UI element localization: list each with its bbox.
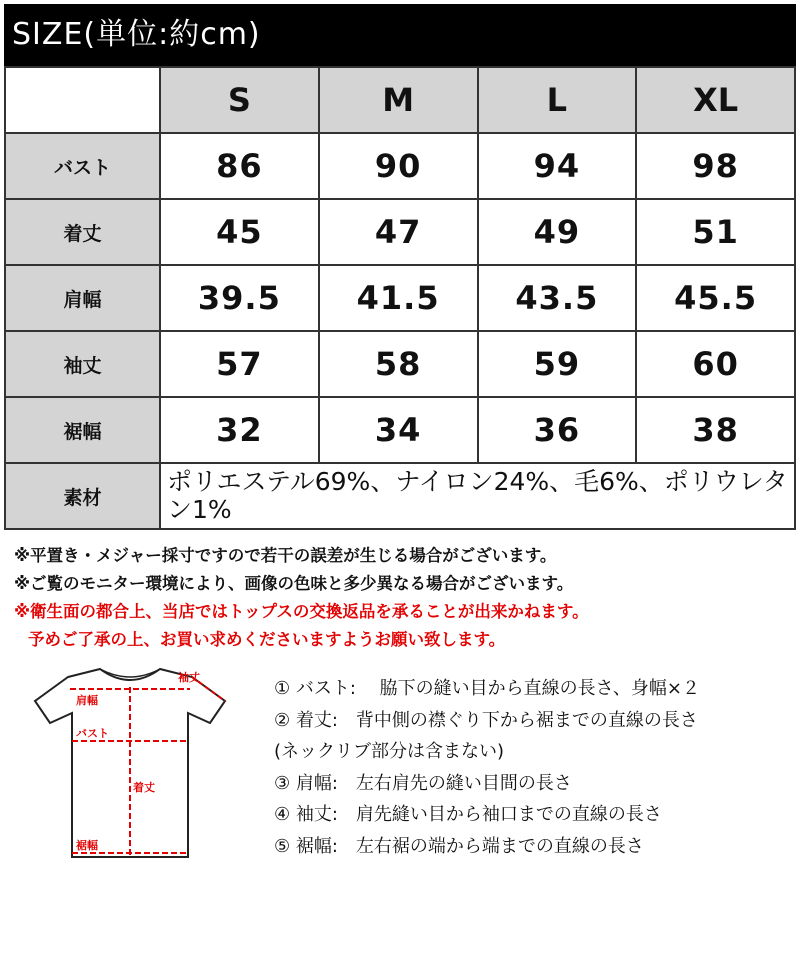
size-header-m: M — [319, 67, 478, 133]
label-hem: 裾幅 — [76, 839, 98, 852]
size-chart-title: SIZE(単位:約cm) — [4, 4, 796, 66]
row-label: 肩幅 — [5, 265, 160, 331]
label-sleeve: 袖丈 — [178, 671, 200, 684]
cell-value: 34 — [319, 397, 478, 463]
row-label: バスト — [5, 133, 160, 199]
tshirt-measurement-diagram — [20, 665, 245, 875]
cell-value: 51 — [636, 199, 795, 265]
cell-value: 59 — [478, 331, 637, 397]
cell-value: 39.5 — [160, 265, 319, 331]
material-value: ポリエステル69%、ナイロン24%、毛6%、ポリウレタン1% — [160, 463, 795, 529]
legend-item: (ネックリブ部分は含まない) — [274, 741, 505, 762]
label-bust: バスト — [76, 727, 109, 740]
cell-value: 32 — [160, 397, 319, 463]
size-header-s: S — [160, 67, 319, 133]
row-label: 袖丈 — [5, 331, 160, 397]
table-row-shoulder — [5, 265, 795, 331]
table-row-hem — [5, 397, 795, 463]
cell-value: 45.5 — [636, 265, 795, 331]
table-row-sleeve — [5, 331, 795, 397]
note-line-warning: 予めご了承の上、お買い求めくださいますようお願い致します。 — [28, 630, 506, 649]
cell-value: 41.5 — [319, 265, 478, 331]
cell-value: 43.5 — [478, 265, 637, 331]
cell-value: 49 — [478, 199, 637, 265]
cell-value: 86 — [160, 133, 319, 199]
cell-value: 90 — [319, 133, 478, 199]
size-header-l: L — [478, 67, 637, 133]
cell-value: 47 — [319, 199, 478, 265]
label-shoulder: 肩幅 — [76, 694, 98, 707]
cell-value: 45 — [160, 199, 319, 265]
table-row-material — [5, 463, 795, 529]
row-label: 着丈 — [5, 199, 160, 265]
cell-value: 36 — [478, 397, 637, 463]
cell-value: 58 — [319, 331, 478, 397]
legend-item: ⑤ 裾幅: 左右裾の端から端までの直線の長さ — [274, 835, 644, 857]
cell-value: 60 — [636, 331, 795, 397]
legend-item: ② 着丈: 背中側の襟ぐり下から裾までの直線の長さ — [274, 709, 698, 731]
cell-value: 57 — [160, 331, 319, 397]
note-line: ※ご覧のモニター環境により、画像の色味と多少異なる場合がございます。 — [14, 574, 574, 593]
legend-item: ④ 袖丈: 肩先縫い目から袖口までの直線の長さ — [274, 804, 662, 825]
header-corner — [5, 67, 160, 133]
row-label: 裾幅 — [5, 397, 160, 463]
table-row-length — [5, 199, 795, 265]
note-line: ※平置き・メジャー採寸ですので若干の誤差が生じる場合がございます。 — [14, 546, 557, 565]
note-line-warning: ※衛生面の都合上、当店ではトップスの交換返品を承ることが出来かねます。 — [14, 602, 589, 621]
legend-item: ③ 肩幅: 左右肩先の縫い目間の長さ — [274, 772, 572, 794]
collar-line — [100, 669, 160, 677]
label-length: 着丈 — [133, 781, 155, 794]
cell-value: 94 — [478, 133, 637, 199]
size-header-xl: XL — [636, 67, 795, 133]
row-label: 素材 — [5, 463, 160, 529]
cell-value: 38 — [636, 397, 795, 463]
measurement-legend — [274, 673, 700, 862]
size-header-row — [5, 67, 795, 133]
table-row-bust — [5, 133, 795, 199]
notes — [14, 542, 589, 654]
legend-item: ① バスト: 脇下の縫い目から直線の長さ、身幅×２ — [274, 678, 701, 699]
size-table — [4, 66, 796, 530]
cell-value: 98 — [636, 133, 795, 199]
